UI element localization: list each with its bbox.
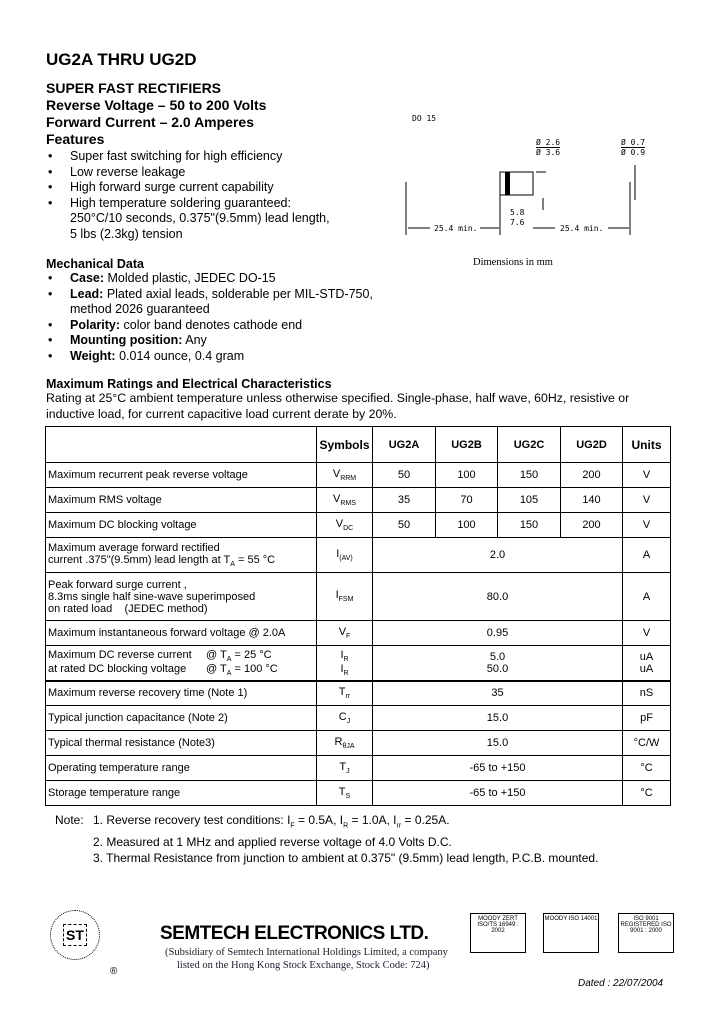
table-row: Maximum RMS voltage $V_{RMS}$ 35 70 105 140 V <box>46 488 671 513</box>
mech-case: • Case: Molded plastic, JEDEC DO-15 <box>46 271 373 287</box>
note-2: 2. Measured at 1 MHz and applied reverse voltage of 4.0 Volts D.C. <box>93 835 452 850</box>
col-ug2a: UG2A <box>373 427 436 463</box>
table-row: Typical junction capacitance (Note 2) $C_J$ 15.0 pF <box>46 706 671 731</box>
table-row: Maximum average forward rectified current .375"(9.5mm) lead length at $T_A = 55$ °C $I_{(AV)}$ 2.0 A <box>46 538 671 573</box>
registered-mark: ® <box>110 966 118 977</box>
body-diameter: Ø 2.6 <box>536 138 561 147</box>
dimensions-caption: Dimensions in mm <box>473 257 553 268</box>
table-row: Typical thermal resistance (Note3) $R_{\theta JA}$ 15.0 °C/W <box>46 731 671 756</box>
feature: • High forward surge current capability <box>46 180 330 196</box>
dated: Dated : 22/07/2004 <box>578 978 664 989</box>
page-title: UG2A THRU UG2D <box>46 50 197 69</box>
feature: • High temperature soldering guaranteed: <box>46 196 330 212</box>
col-ug2b: UG2B <box>436 427 498 463</box>
ratings-heading: Maximum Ratings and Electrical Characteristics <box>46 377 332 391</box>
company-subsidiary: (Subsidiary of Semtech International Holdings Limited, a company listed on the Hong Kong Stock Exchange, Stock Code: 724) <box>165 947 448 971</box>
table-row: Maximum recurrent peak reverse voltage $V_{RRM}$ 50 100 150 200 V <box>46 463 671 488</box>
feature-cont: 5 lbs (2.3kg) tension <box>70 226 183 241</box>
body-length: 5.8 <box>510 208 525 217</box>
table-row: Operating temperature range $T_J$ -65 to +150 °C <box>46 756 671 781</box>
table-header <box>46 427 671 463</box>
body-diameter-max: Ø 3.6 <box>536 148 561 157</box>
package-diagram <box>400 110 660 270</box>
col-symbols: Symbols <box>317 427 373 463</box>
semtech-logo: ST <box>50 910 100 960</box>
feature: • Low reverse leakage <box>46 165 330 181</box>
product-type: SUPER FAST RECTIFIERS <box>46 80 222 96</box>
col-ug2d: UG2D <box>561 427 623 463</box>
ratings-table <box>45 426 671 806</box>
mech-weight: • Weight: 0.014 ounce, 0.4 gram <box>46 349 373 365</box>
table-row: Maximum DC blocking voltage $V_{DC}$ 50 100 150 200 V <box>46 513 671 538</box>
reverse-voltage: Reverse Voltage – 50 to 200 Volts <box>46 97 267 113</box>
cert-badge-zert: MOODY ZERT ISO/TS 16949 : 2002 <box>470 913 526 953</box>
mechanical-list <box>46 271 373 364</box>
lead-length-left: 25.4 min. <box>434 224 478 233</box>
feature-cont: 250°C/10 seconds, 0.375"(9.5mm) lead length, <box>70 211 330 225</box>
table-row: Maximum instantaneous forward voltage @ 2.0A $V_F$ 0.95 V <box>46 621 671 646</box>
table-row: Peak forward surge current , 8.3ms single half sine-wave superimposed on rated load (JEDEC method) $I_{FSM}$ 80.0 A <box>46 573 671 621</box>
note-3: 3. Thermal Resistance from junction to ambient at 0.375" (9.5mm) lead length, P.C.B. mounted. <box>93 851 599 866</box>
col-ug2c: UG2C <box>498 427 561 463</box>
table-row: Maximum DC reverse current @ $T_A = 25$ °C at rated DC blocking voltage @ $T_A = 100$ °C $I_R$ $I_R$ 5.0 50.0 uA uA <box>46 646 671 681</box>
mech-polarity: • Polarity: color band denotes cathode end <box>46 318 373 334</box>
feature: • Super fast switching for high efficiency <box>46 149 330 165</box>
diode-drawing <box>400 110 660 270</box>
company-name: SEMTECH ELECTRONICS LTD. <box>160 923 429 944</box>
cert-badge-iso14001: MOODY ISO 14001 <box>543 913 599 953</box>
mech-lead-cont: method 2026 guaranteed <box>70 302 210 316</box>
forward-current: Forward Current – 2.0 Amperes <box>46 114 254 130</box>
ratings-description: Rating at 25°C ambient temperature unless otherwise specified. Single-phase, half wave, 60Hz, resistive or inductive load, for current capacitive load current derate by 20%. <box>46 391 630 421</box>
body-length-max: 7.6 <box>510 218 525 227</box>
lead-length-right: 25.4 min. <box>560 224 604 233</box>
mechanical-heading: Mechanical Data <box>46 257 144 271</box>
table-row: Maximum reverse recovery time (Note 1) $T_{rr}$ 35 nS <box>46 681 671 706</box>
cert-badge-iso9001: ISO 9001 REGISTERED ISO 9001 : 2000 <box>618 913 674 953</box>
notes: Note: 1. Reverse recovery test conditions: $I_F = 0.5A$, $I_R = 1.0A$, $I_{rr} = 0.25A$. 2. Measured at 1 MHz and applied reverse voltage of 4.0 Volts D.C. 3. Thermal Resistance from junction to ambient at 0.375" (9.5mm) lead length, P.C.B. mounted. <box>55 813 599 866</box>
mech-mounting: • Mounting position: Any <box>46 333 373 349</box>
mech-lead: • Lead: Plated axial leads, solderable per MIL-STD-750, <box>46 287 373 303</box>
package-name: DO 15 <box>412 114 437 123</box>
table-row: Storage temperature range $T_S$ -65 to +150 °C <box>46 781 671 806</box>
features-heading: Features <box>46 131 105 147</box>
lead-diameter: Ø 0.7 <box>621 138 646 147</box>
features-list <box>46 149 330 242</box>
lead-diameter-max: Ø 0.9 <box>621 148 646 157</box>
col-units: Units <box>623 427 671 463</box>
